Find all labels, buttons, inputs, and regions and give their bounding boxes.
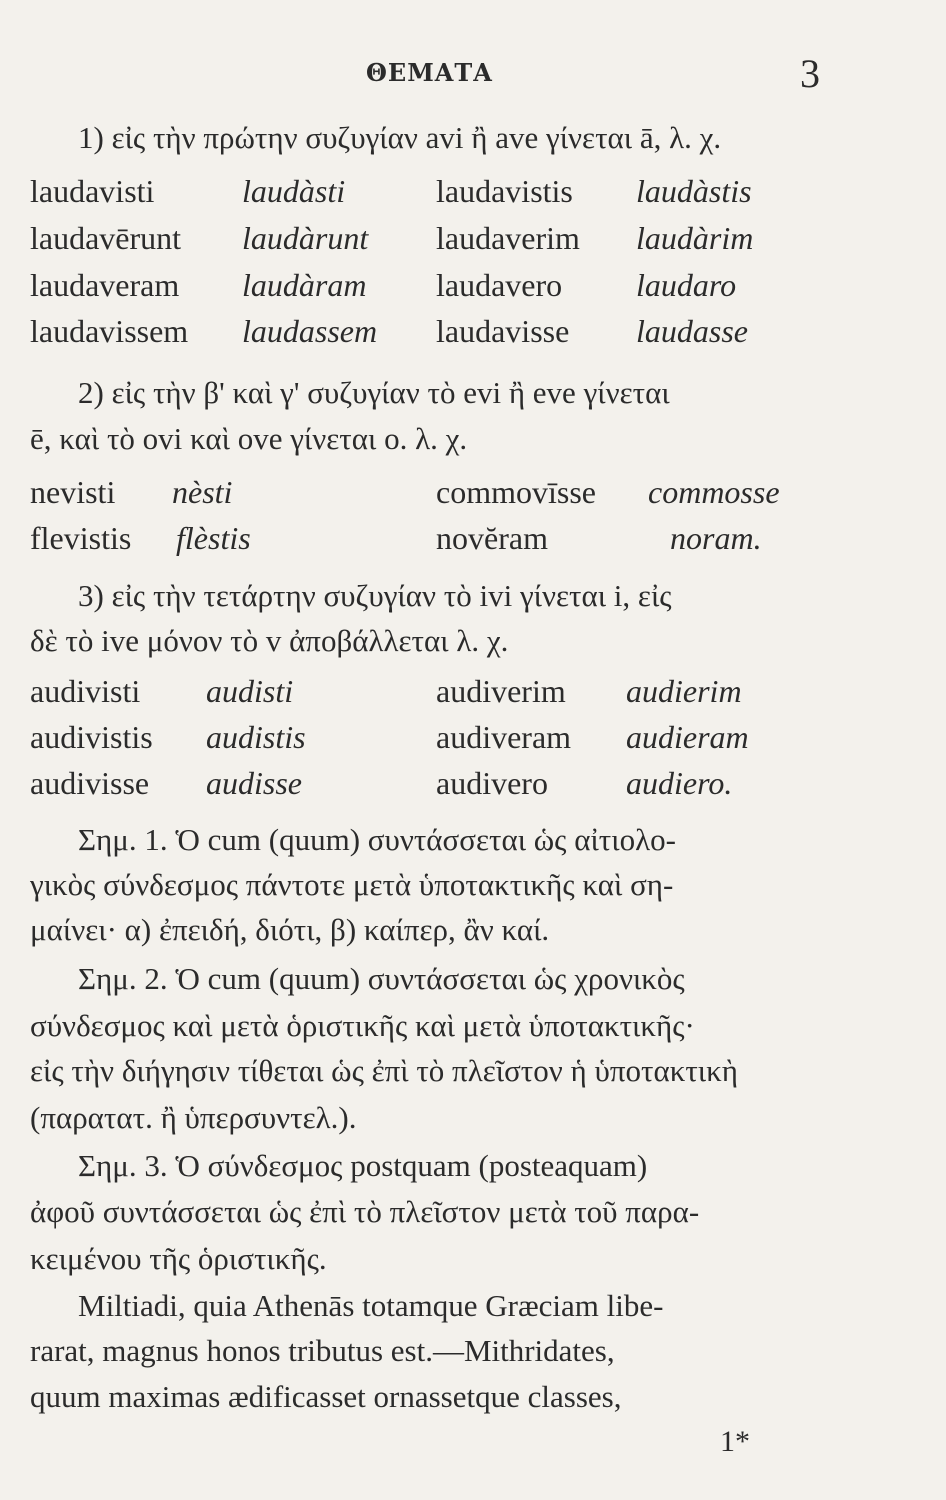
section3-intro-line1: 3) εἰς τὴν τετάρτην συζυγίαν τὸ ivi γίνεται i, εἰς <box>78 578 672 613</box>
running-title: ΘΕΜΑΤΑ <box>366 58 493 87</box>
table-row: laudavissem laudassem laudavisse laudasse <box>30 313 748 349</box>
page-header <box>0 51 946 98</box>
note-line: μαίνει· α) ἐπειδή, διότι, β) καίπερ, ἂν καί. <box>30 912 550 947</box>
note-line: Σημ. 3. Ὁ σύνδεσμος postquam (posteaquam) <box>78 1148 648 1183</box>
note-line: κειμένου τῆς ὁριστικῆς. <box>30 1241 327 1276</box>
section3-intro-line2: δὲ τὸ ive μόνον τὸ v ἀποβάλλεται λ. χ. <box>30 623 509 658</box>
page-number: 3 <box>800 51 820 96</box>
latin-example-line: quum maximas ædificasset ornassetque classes, <box>30 1379 622 1414</box>
table-row: laudaveram laudàram laudavero laudaro <box>30 267 737 303</box>
table-row: nevisti nèsti commovīsse commosse <box>30 474 780 510</box>
table-row: audivisti audisti audiverim audierim <box>30 673 742 709</box>
table-row: laudavērunt laudàrunt laudaverim laudàrim <box>30 220 754 256</box>
section2-intro-line2: ē, καὶ τὸ ovi καὶ ove γίνεται o. λ. χ. <box>30 421 468 456</box>
signature-mark: 1* <box>720 1425 750 1458</box>
table-row: flevistis flèstis novĕram noram. <box>30 520 762 556</box>
note-line: γικὸς σύνδεσμος πάντοτε μετὰ ὑποτακτικῆς καὶ ση- <box>30 867 674 902</box>
note-line: ἀφοῦ συντάσσεται ὡς ἐπὶ τὸ πλεῖστον μετὰ τοῦ παρα- <box>30 1194 700 1229</box>
note-line: σύνδεσμος καὶ μετὰ ὁριστικῆς καὶ μετὰ ὑποτακτικῆς· <box>30 1008 695 1043</box>
table-row: laudavisti laudàsti laudavistis laudàstis <box>30 173 752 209</box>
note-line: Σημ. 1. Ὁ cum (quum) συντάσσεται ὡς αἰτιολο- <box>78 822 676 857</box>
table-row: audivistis audistis audiveram audieram <box>30 719 749 755</box>
latin-example-line: Miltiadi, quia Athenās totamque Græciam libe- <box>78 1288 664 1323</box>
latin-example-line: rarat, magnus honos tributus est.—Mithridates, <box>30 1333 615 1368</box>
note-line: Σημ. 2. Ὁ cum (quum) συντάσσεται ὡς χρονικὸς <box>78 961 685 996</box>
section2-intro-line1: 2) εἰς τὴν β' καὶ γ' συζυγίαν τὸ evi ἢ eve γίνεται <box>78 375 670 410</box>
note-line: εἰς τὴν διήγησιν τίθεται ὡς ἐπὶ τὸ πλεῖστον ἡ ὑποτακτικὴ <box>30 1053 738 1088</box>
section1-intro: 1) εἰς τὴν πρώτην συζυγίαν avi ἢ ave γίνεται ā, λ. χ. <box>78 120 722 155</box>
table-row: audivisse audisse audivero audiero. <box>30 765 733 801</box>
note-line: (παρατατ. ἢ ὑπερσυντελ.). <box>30 1100 357 1135</box>
